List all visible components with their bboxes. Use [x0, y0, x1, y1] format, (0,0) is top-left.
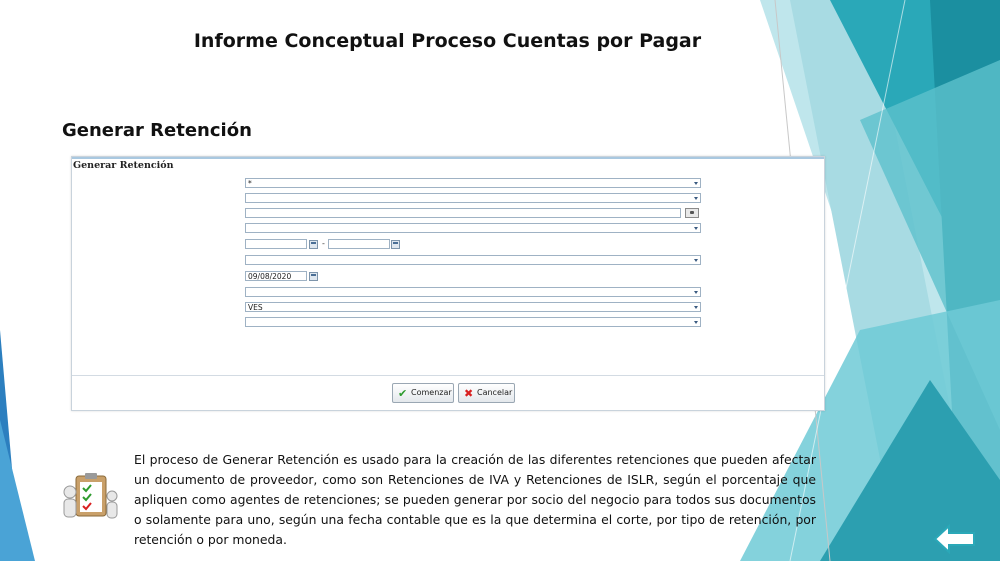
- check-icon: ✔: [398, 387, 408, 400]
- fecha-contable-to-input[interactable]: [328, 239, 390, 249]
- tipo-retencion-select[interactable]: [245, 255, 701, 265]
- back-arrow-icon[interactable]: [933, 524, 977, 554]
- section-title: Generar Retención: [62, 120, 252, 141]
- organizacion-trans-select[interactable]: [245, 193, 701, 203]
- calendar-icon[interactable]: [391, 240, 400, 249]
- f-documento-input[interactable]: [245, 271, 307, 281]
- form-header-bar: [72, 157, 824, 159]
- retener-select[interactable]: [245, 317, 701, 327]
- form-caption: Generar Retención: [73, 160, 174, 171]
- cancelar-button[interactable]: [458, 383, 515, 403]
- chevron-down-icon: [694, 306, 698, 309]
- retencion-select[interactable]: [245, 287, 701, 297]
- description-paragraph: El proceso de Generar Retención es usado para la creación de las diferentes retenciones que pueden afectar un documento de proveedor, como son Retenciones de IVA y Retenciones de ISLR, según el porcentaje que apliquen como agentes de retenciones; se pueden generar por socio del negocio para todos sus documentos o solamente para uno, según una fecha contable que es la que determina el corte, por tipo de retención, por retención o por moneda.: [134, 452, 816, 547]
- cancelar-label: Cancelar: [477, 388, 513, 397]
- chevron-down-icon: [694, 259, 698, 262]
- calendar-icon[interactable]: [309, 272, 318, 281]
- lookup-icon[interactable]: [685, 208, 699, 218]
- chevron-down-icon: [694, 197, 698, 200]
- f-documento-value: 09/08/2020: [248, 272, 292, 281]
- chevron-down-icon: [694, 182, 698, 185]
- fecha-contable-from-input[interactable]: [245, 239, 307, 249]
- clipboard-person-icon: [60, 470, 120, 530]
- moneda-select[interactable]: [245, 302, 701, 312]
- chevron-down-icon: [694, 227, 698, 230]
- moneda-value: VES: [248, 303, 263, 312]
- date-range-separator: -: [322, 239, 325, 248]
- calendar-icon[interactable]: [309, 240, 318, 249]
- chevron-down-icon: [694, 291, 698, 294]
- slide-title: Informe Conceptual Proceso Cuentas por Pagar: [193, 30, 702, 52]
- factura-select[interactable]: [245, 223, 701, 233]
- comenzar-button[interactable]: [392, 383, 454, 403]
- close-icon: ✖: [464, 387, 474, 400]
- chevron-down-icon: [694, 321, 698, 324]
- comenzar-label: Comenzar: [411, 388, 452, 397]
- socio-input[interactable]: [245, 208, 681, 218]
- organizacion-value: *: [248, 179, 252, 188]
- organizacion-select[interactable]: [245, 178, 701, 188]
- generar-retencion-form: [71, 156, 825, 411]
- button-bar-divider: [72, 375, 824, 376]
